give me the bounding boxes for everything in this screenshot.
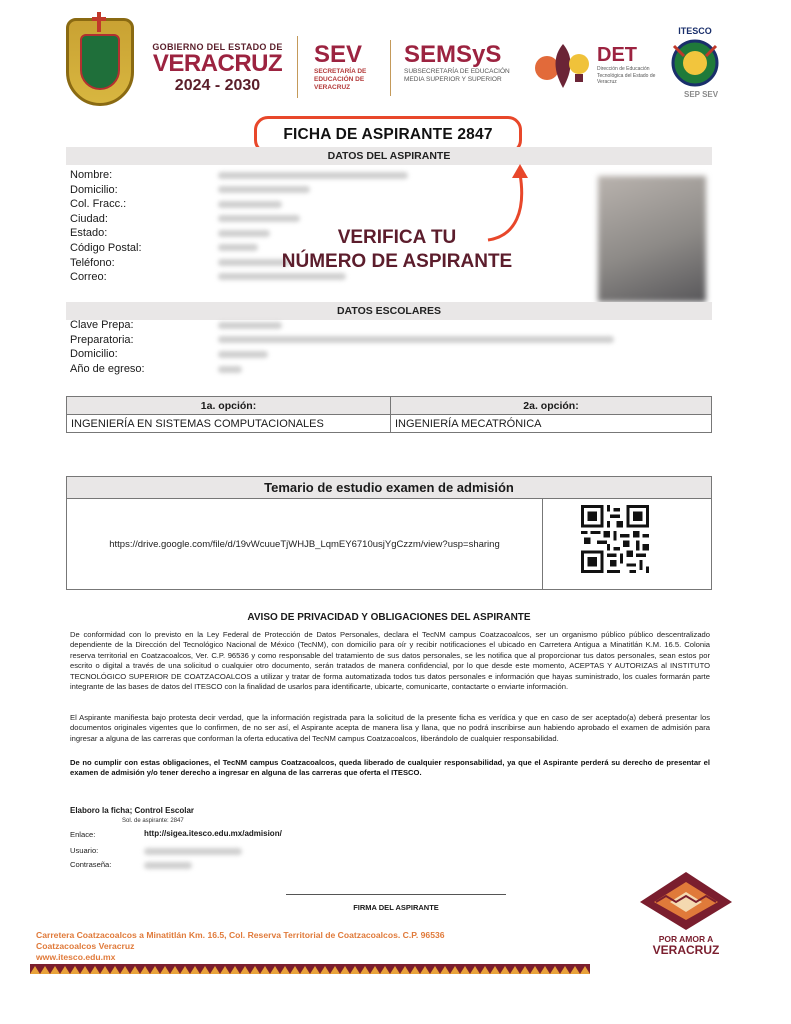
opciones-table — [66, 396, 712, 433]
aspirante-photo — [598, 176, 706, 302]
footer-address — [36, 930, 445, 963]
label-clave-prepa: Clave Prepa: — [70, 319, 134, 331]
datos-aspirante-heading: DATOS DEL ASPIRANTE — [66, 147, 712, 165]
redacted-anio — [218, 366, 242, 373]
opcion2-value: INGENIERÍA MECATRÓNICA — [391, 415, 712, 433]
footer-zigzag-border — [30, 964, 590, 974]
label-telefono: Teléfono: — [70, 256, 115, 269]
footer-line1: Carretera Coatzacoalcos a Minatitlán Km. 16.5, Col. Reserva Territorial de Coatzacoalcos. C.P. 96536 — [36, 930, 445, 940]
header-divider — [297, 36, 298, 98]
det-emblem-icon — [533, 40, 593, 92]
redacted-nombre — [218, 172, 408, 179]
gov-line2: VERACRUZ — [152, 50, 283, 77]
label-ciudad: Ciudad: — [70, 212, 108, 225]
opcion1-header: 1a. opción: — [67, 397, 391, 415]
datos-escolares-heading: DATOS ESCOLARES — [66, 302, 712, 320]
aviso-paragraph-3: De no cumplir con estas obligaciones, el TecNM campus Coatzacoalcos, queda liberado de cualquier responsabilidad, ya que el Aspirante perderá su derecho de presentar el examen de admisión y/o tener derecho a ingresar en alguna de las carreras que oferta el ITESCO. — [70, 758, 710, 778]
redacted-domicilio-escuela — [218, 351, 268, 358]
aviso-paragraph-1: De conformidad con lo previsto en la Ley Federal de Protección de Datos Personales, declara el TecNM campus Coatzacoalcos, ser un organismo público público descentralizado dependiente de la Dirección del Tecnológico Nacional de México (TecNM), con domicilio para oír y recibir notificaciones el ubicado en Carretera Antigua a Minatitlán K.M. 16.5. Colonia reserva territorial en Coatzacoalcos, Ver. C.P. 96536 y como responsable del tratamiento de sus datos personales, se les notifica que al proporcionar tus datos personales, sean estos por escrito o digital a través de una solicitud o cualquier otro documento, serán tratados de manera confidencial, por lo que desde este momento, ACEPTAS Y AUTORIZAS al INSTITUTO TECNOLÓGICO SUPERIOR DE COATZACOALCOS a utilizar y tratar de forma automatizada todos tus datos personales e información que hayas suministrado, los cuales formarán parte integrante de las bases de datos del ITESCO con la finalidad de usarlos para identificarte, ubicarte, comunicarte, contactarte o enviarte información. — [70, 630, 710, 692]
label-col-fracc: Col. Fracc.: — [70, 198, 127, 211]
sev-title: SEV — [314, 41, 363, 68]
callout-line2: NÚMERO DE ASPIRANTE — [281, 251, 513, 272]
redacted-ciudad — [218, 215, 300, 222]
callout-arrow-icon — [480, 160, 540, 246]
temario-box — [66, 476, 712, 590]
header-divider — [390, 40, 391, 96]
label-estado: Estado: — [70, 227, 108, 240]
label-correo: Correo: — [70, 271, 107, 284]
itesco-name: ITESCO — [678, 26, 712, 36]
redacted-preparatoria — [218, 336, 614, 343]
opcion2-header: 2a. opción: — [391, 397, 712, 415]
semsys-logo — [404, 42, 524, 84]
redacted-contrasena — [144, 862, 192, 869]
redacted-clave — [218, 322, 282, 329]
elaboro-title: Elaboro la ficha; Control Escolar — [70, 806, 195, 815]
cross-icon — [92, 12, 106, 32]
qr-code-icon[interactable] — [581, 505, 649, 573]
usuario-label: Usuario: — [70, 846, 99, 855]
sev-logo — [314, 42, 384, 92]
temario-heading: Temario de estudio examen de admisión — [67, 477, 711, 499]
label-domicilio-escuela: Domicilio: — [70, 348, 118, 361]
redacted-estado — [218, 230, 270, 237]
amor-line1: POR AMOR A — [658, 934, 714, 944]
gov-line3: 2024 - 2030 — [174, 77, 261, 94]
footer-line2: Coatzacoalcos Veracruz — [36, 941, 135, 951]
label-domicilio: Domicilio: — [70, 183, 118, 196]
det-subtitle: Dirección de Educación Tecnológica del Estado de Veracruz — [597, 66, 656, 85]
redacted-cp — [218, 244, 258, 251]
aviso-title: AVISO DE PRIVACIDAD Y OBLIGACIONES DEL ASPIRANTE — [247, 612, 531, 623]
det-logo — [597, 44, 657, 86]
coat-of-arms-inner — [80, 34, 120, 90]
firma-label: FIRMA DEL ASPIRANTE — [353, 903, 439, 912]
firma-line — [286, 894, 506, 895]
itesco-logo — [660, 26, 730, 36]
redacted-correo — [218, 273, 346, 280]
sems-subtitle: SUBSECRETARÍA DE EDUCACIÓN MEDIA SUPERIOR Y SUPERIOR — [404, 68, 510, 83]
enlace-label: Enlace: — [70, 830, 96, 839]
gobierno-veracruz-logo — [150, 42, 285, 96]
footer-line3[interactable]: www.itesco.edu.mx — [36, 952, 116, 962]
label-anio-egreso: Año de egreso: — [70, 362, 145, 375]
elaboro-solicitud: Sol. de aspirante: 2847 — [122, 818, 184, 824]
label-nombre: Nombre: — [70, 169, 113, 181]
redacted-domicilio — [218, 186, 310, 193]
itesco-seal-icon — [664, 38, 726, 88]
gov-line1: GOBIERNO DEL ESTADO DE — [152, 42, 283, 52]
datos-aspirante-labels — [70, 168, 142, 285]
amor-line2: VERACRUZ — [652, 943, 720, 957]
sev-subtitle: SECRETARÍA DE EDUCACIÓN DE VERACRUZ — [314, 68, 367, 91]
datos-escolares-labels — [70, 318, 145, 376]
temario-link[interactable]: https://drive.google.com/file/d/19vWcuueTjWHJB_LqmEY6710usjYgCzzm/view?usp=sharing — [67, 499, 543, 589]
label-codigo-postal: Código Postal: — [70, 241, 142, 254]
por-amor-a-veracruz-logo-icon — [636, 870, 736, 932]
sems-title: SEMSyS — [404, 41, 502, 68]
label-preparatoria: Preparatoria: — [70, 333, 134, 346]
redacted-usuario — [144, 848, 242, 855]
enlace-link[interactable]: http://sigea.itesco.edu.mx/admision/ — [144, 829, 282, 838]
redacted-colonia — [218, 201, 282, 208]
det-title: DET — [597, 44, 637, 66]
sep-sev-mark: SEP SEV — [684, 90, 719, 99]
aviso-paragraph-2: El Aspirante manifiesta bajo protesta decir verdad, que la información registrada para la solicitud de la presente ficha es verídica y que en caso de ser aceptado(a) deberá presentar los documentos originales vigentes que lo confirmen, de no ser así, el Aspirante acepta de manera lisa y llana, que no podrá inscribirse aun habiendo aprobado el examen de admisión para ingresar a alguna de las carreras que conforman la oferta educativa del TecNM campus Coatzacoalcos, liberándolo de cualquier responsabilidad. — [70, 713, 710, 743]
opcion1-value: INGENIERÍA EN SISTEMAS COMPUTACIONALES — [67, 415, 391, 433]
por-amor-a-veracruz-text — [636, 934, 736, 956]
ficha-title: FICHA DE ASPIRANTE 2847 — [254, 116, 522, 154]
contrasena-label: Contraseña: — [70, 860, 112, 869]
callout-line1: VERIFICA TU — [337, 227, 457, 248]
